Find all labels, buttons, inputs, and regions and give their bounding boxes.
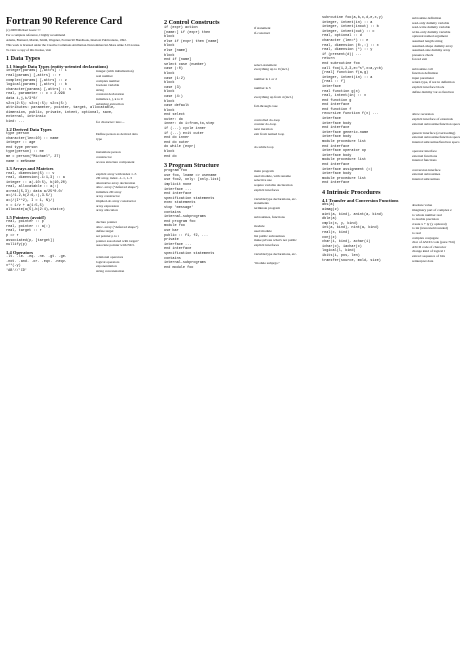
code-snippet: use foo, lname => usename bbox=[164, 173, 217, 178]
code-snippet: type(person) :: me bbox=[6, 150, 44, 155]
code-snippet: select case (number) bbox=[164, 62, 207, 67]
code-snippet: conj(z) bbox=[322, 235, 337, 240]
code-snippet: stop 'message' bbox=[164, 205, 194, 210]
code-snippet: else [name] bbox=[164, 48, 188, 53]
code-snippet: call foo(1,2,3,e="s",x=a,y=b) bbox=[322, 66, 383, 71]
code-snippet: real, optional :: d bbox=[322, 34, 362, 39]
code-snippet: [real :: f] bbox=[322, 80, 346, 85]
reference-entry bbox=[164, 266, 316, 271]
code-snippet: block bbox=[164, 150, 175, 155]
entry-description: implied-do array constructor bbox=[96, 199, 137, 204]
entry-description: array constructor bbox=[96, 194, 120, 199]
code-snippet: end subroutine foo bbox=[322, 61, 360, 66]
code-snippet: case (4:) bbox=[164, 94, 183, 99]
reference-entry bbox=[164, 155, 316, 160]
code-snippet: module procedure list bbox=[322, 158, 367, 163]
code-snippet: s2=s(2:5); s2=s(:5); s2=s(5:) bbox=[6, 101, 67, 106]
license-note: To view a copy of this license, visit bbox=[6, 48, 52, 52]
code-snippet: interface body bbox=[322, 172, 352, 177]
subsection-heading: 1.4 Operators bbox=[6, 249, 34, 255]
entry-description: explicit array with index 1..5 bbox=[96, 171, 137, 176]
code-snippet: end interface bbox=[322, 103, 350, 108]
section-heading: 1 Data Types bbox=[6, 55, 41, 62]
section-heading: 4 Intrinsic Procedures bbox=[322, 188, 381, 196]
entry-description: integer (with initialization) bbox=[96, 69, 134, 74]
code-snippet: dimension, public, private, intent, optional, save, bbox=[6, 110, 114, 115]
code-snippet: name = me%name bbox=[6, 159, 36, 164]
code-snippet: 'AB'//'CD' bbox=[6, 269, 28, 273]
code-snippet: subroutine foo(a,b,c,d,e,x,y) bbox=[322, 16, 383, 20]
license-note: This work is licensed under the Creative Commons Attribution-Noncommercial-Share Alike 3.0 License. bbox=[6, 43, 141, 47]
code-snippet: private bbox=[164, 238, 179, 243]
entry-description: variable/type declarations, etc. bbox=[254, 196, 297, 201]
code-snippet: contains bbox=[164, 210, 181, 215]
code-snippet: data i,j,k/3*0/ bbox=[6, 96, 38, 101]
code-snippet: logical(l, kind) bbox=[322, 249, 356, 254]
entry-description: logical operators bbox=[96, 259, 120, 264]
code-snippet: real, dimension(-1:1,3) :: a bbox=[6, 176, 65, 181]
code-snippet: interface assignment (=) bbox=[322, 167, 373, 172]
code-snippet: real, parameter :: c = 2.998 bbox=[6, 92, 65, 97]
entry-description: terminate program bbox=[254, 205, 280, 210]
entry-description: instantiate person bbox=[96, 150, 121, 155]
code-snippet: character(len=10) :: name bbox=[6, 136, 59, 141]
code-snippet: real, dimension (*) :: y bbox=[322, 48, 373, 53]
code-snippet: internal-subprograms bbox=[164, 215, 207, 220]
entry-description: number is 3 bbox=[254, 85, 271, 90]
entry-description: variable/type declarations, etc. bbox=[254, 251, 297, 256]
code-snippet: real, pointer :: p bbox=[6, 220, 44, 225]
code-snippet: logical(params) [,attrs] :: b bbox=[6, 83, 67, 88]
code-snippet: exec statements bbox=[164, 201, 196, 206]
code-snippet: interface body bbox=[322, 121, 352, 126]
entry-description: external subroutine/function specs bbox=[412, 121, 461, 126]
code-snippet: interface body bbox=[322, 135, 352, 140]
code-snippet: module foo bbox=[164, 224, 186, 229]
code-snippet: aint(a, kind), anint(a, kind) bbox=[322, 212, 383, 217]
entry-description: string bbox=[96, 87, 104, 92]
code-snippet: end select bbox=[164, 113, 186, 118]
entry-description: read-only dummy variable bbox=[412, 20, 450, 25]
code-snippet: char(i, kind), achar(i) bbox=[322, 240, 371, 245]
entry-description: to double precision bbox=[412, 217, 439, 222]
reference-entry bbox=[6, 120, 158, 125]
entry-description: "module subprgs." bbox=[254, 261, 280, 266]
code-snippet: if (...) exit outer bbox=[164, 131, 204, 136]
code-snippet: interface ... bbox=[164, 187, 192, 192]
code-snippet: end interface bbox=[322, 181, 350, 186]
code-snippet: .not. .and. .or. .eqv. .neqv. bbox=[6, 259, 67, 264]
entry-description: boolean variable bbox=[96, 83, 120, 88]
code-snippet: integer, intent(out) :: c bbox=[322, 29, 375, 34]
entry-description: set pointer p to r bbox=[96, 234, 119, 239]
column-1 bbox=[6, 16, 158, 274]
entry-description: subroutines, functions bbox=[254, 215, 285, 220]
entry-description: counter do-loop bbox=[254, 122, 277, 127]
code-snippet: end interface bbox=[322, 163, 350, 167]
subsection-heading: 1.5 Pointers (avoid!) bbox=[6, 214, 46, 220]
code-snippet: contains bbox=[164, 256, 181, 261]
entry-description: exit from named loop bbox=[254, 131, 285, 136]
entry-description: external subroutines bbox=[412, 172, 441, 177]
code-snippet: .lt. .le. .eq. .ne. .gt. .ge. bbox=[6, 255, 67, 260]
entry-description: define target bbox=[96, 229, 114, 234]
column-1-body bbox=[6, 55, 158, 274]
reference-entry bbox=[322, 259, 474, 264]
code-snippet: if (...) cycle inner bbox=[164, 127, 207, 132]
code-snippet: a=(/1.2,b(2:6,:),3.5/) bbox=[6, 194, 53, 199]
code-snippet: [real] function f(a,g) bbox=[322, 71, 369, 76]
code-snippet: type person bbox=[6, 131, 30, 136]
entry-description: selective use bbox=[254, 178, 272, 183]
entry-description: require variable declaration bbox=[254, 183, 293, 187]
code-snippet: allocate(a(5),b(2:4),stat=e) bbox=[6, 208, 65, 213]
entry-description: conversion interface bbox=[412, 167, 441, 172]
entry-description: function definition bbox=[412, 71, 439, 76]
entry-description: explicit interface block bbox=[412, 84, 445, 89]
code-snippet: interface ... bbox=[164, 242, 192, 247]
code-snippet: block bbox=[164, 53, 175, 58]
code-snippet: block bbox=[164, 35, 175, 40]
code-snippet: real(x, kind) bbox=[322, 230, 350, 235]
entry-description: optional named argument bbox=[412, 34, 448, 39]
entry-description: assumed length string bbox=[412, 38, 443, 43]
code-snippet: end type person bbox=[6, 145, 38, 150]
entry-description: relational operators bbox=[96, 255, 124, 260]
code-snippet: real, pointer :: a(:) bbox=[6, 224, 51, 229]
code-snippet: module procedure list bbox=[322, 176, 367, 181]
entry-description: constructor bbox=[96, 154, 112, 159]
entry-description: number is 1 or 2 bbox=[254, 76, 277, 81]
code-snippet: program foo bbox=[164, 169, 188, 174]
entry-description: forced exit bbox=[412, 57, 428, 62]
entry-description: generic interface (overloading) bbox=[412, 130, 456, 135]
reference-entry bbox=[322, 181, 474, 186]
code-snippet: block bbox=[164, 44, 175, 49]
entry-description: next iteration bbox=[254, 127, 273, 132]
code-snippet: ichar(c), iachar(c) bbox=[322, 244, 362, 249]
code-snippet: else if (expr) then [name] bbox=[164, 39, 219, 44]
code-snippet: int(a, kind), nint(a, kind) bbox=[322, 226, 379, 231]
code-snippet: dble(a) bbox=[322, 217, 337, 222]
entry-description: module bbox=[254, 224, 265, 229]
code-snippet: use bar bbox=[164, 228, 179, 233]
entry-description: extract sequence of bits bbox=[412, 253, 445, 258]
entry-description: string concatenation bbox=[96, 269, 125, 273]
entry-description: list public subroutines bbox=[254, 233, 285, 238]
entry-description: presence check bbox=[412, 52, 434, 57]
entry-description: explicit interface of externals bbox=[412, 117, 453, 122]
code-snippet: external, intrinsic bbox=[6, 115, 46, 120]
code-snippet: interface bbox=[322, 84, 341, 89]
code-snippet: if (expr) action bbox=[164, 26, 198, 30]
code-snippet: integer, intent(in) :: a bbox=[322, 75, 373, 80]
entry-description: allow recursion bbox=[412, 112, 434, 117]
code-snippet: recursive function f(x) ... bbox=[322, 112, 379, 117]
code-snippet: real, intent(in) :: x bbox=[322, 94, 367, 99]
entry-description: used module, with rename bbox=[254, 173, 291, 178]
column-3 bbox=[322, 16, 474, 263]
code-snippet: block bbox=[164, 108, 175, 113]
copyright-line: (c) 2008 Michael Goerz <> bbox=[6, 28, 41, 32]
code-snippet: integer(params) [,attrs] :: i bbox=[6, 69, 67, 74]
code-snippet: complex(params) [,attrs] :: z bbox=[6, 78, 67, 83]
entry-description: char of ASCII code (pure 7bit) bbox=[412, 240, 455, 245]
code-snippet: me = person("Michael", 27) bbox=[6, 154, 61, 159]
entry-description: define dummy var as function bbox=[412, 89, 454, 94]
code-snippet: aimag(z) bbox=[322, 207, 339, 212]
entry-description: external functions bbox=[412, 153, 438, 158]
code-snippet: block bbox=[164, 99, 175, 104]
entry-description: 2D array, index -1..1, 1..3 bbox=[96, 176, 132, 181]
entry-description: real number bbox=[96, 74, 113, 78]
code-snippet: module procedure list bbox=[322, 140, 367, 145]
entry-description: assumed-shape dummy array bbox=[412, 43, 453, 48]
entry-description: internal subroutines bbox=[412, 176, 440, 181]
entry-description: explicit interfaces bbox=[254, 242, 279, 247]
entry-description: alternative array declaration bbox=[96, 180, 136, 185]
code-snippet: integer, intent(in) :: a bbox=[322, 20, 373, 25]
code-snippet: block bbox=[164, 81, 175, 86]
entry-description: if-construct bbox=[254, 30, 271, 35]
code-snippet: integer, intent(inout) :: b bbox=[322, 25, 379, 30]
entry-description: internal subroutine/function specs bbox=[412, 140, 460, 145]
code-snippet: specification statements bbox=[164, 196, 215, 201]
code-snippet: end do outer bbox=[164, 140, 190, 145]
code-snippet: internal-subprograms bbox=[164, 261, 207, 266]
code-snippet: outer: do bbox=[164, 117, 183, 122]
code-snippet: end if [name] bbox=[164, 58, 192, 63]
entry-description: array allocation bbox=[96, 208, 118, 213]
code-snippet: end function f bbox=[322, 107, 352, 112]
code-snippet: real, dimension(5) :: v bbox=[6, 171, 55, 176]
entry-description: if statement bbox=[254, 26, 271, 30]
code-snippet: transfer(source, mold, size) bbox=[322, 258, 381, 263]
code-snippet: v = 1/v + a(1:5,5) bbox=[6, 203, 44, 208]
entry-description: exponentiation bbox=[96, 264, 117, 269]
code-snippet: end do bbox=[164, 154, 177, 159]
entry-description: statements bbox=[254, 201, 269, 206]
code-snippet: case (:0) bbox=[164, 67, 183, 72]
code-snippet: inner: do i=from,to,step bbox=[164, 122, 215, 127]
code-snippet: associated(p, [target]) bbox=[6, 238, 55, 243]
subsection-heading: 1.3 Arrays and Matrices bbox=[6, 166, 54, 172]
code-snippet: if (present(d)) ... bbox=[322, 52, 362, 57]
entry-description: complex conjugate bbox=[412, 235, 439, 240]
entry-description: input parameter bbox=[412, 75, 435, 80]
entry-description: absolute value bbox=[412, 203, 433, 208]
entry-description: type bbox=[96, 136, 103, 141]
entry-description: external subroutine/function specs bbox=[412, 135, 461, 140]
code-snippet: block bbox=[164, 90, 175, 95]
entry-description: controlled do-loop bbox=[254, 117, 280, 122]
code-snippet: end module foo bbox=[164, 265, 194, 270]
section-heading: 3 Program Structure bbox=[164, 162, 220, 170]
entry-description: do-while loop bbox=[254, 145, 274, 150]
entry-description: make private what's not public bbox=[254, 238, 297, 243]
entry-description: assumed-size dummy array bbox=[412, 48, 451, 53]
entry-description: read-write dummy variable bbox=[412, 25, 451, 30]
code-snippet: interface generic-name bbox=[322, 130, 369, 135]
entry-description: operator interface bbox=[412, 149, 437, 154]
entry-description: associate pointer with NUL bbox=[96, 243, 135, 248]
code-snippet: abs(a) bbox=[322, 203, 335, 208]
code-snippet: a=(/(I**2), I = 1, N)/) bbox=[6, 199, 55, 204]
code-snippet: ibits(i, pos, len) bbox=[322, 253, 360, 258]
entry-description: select-statement bbox=[254, 62, 277, 67]
entry-description: internal functions bbox=[412, 158, 437, 163]
entry-description: to real bbox=[412, 230, 421, 235]
code-snippet: end interface bbox=[322, 126, 350, 131]
code-snippet: case default bbox=[164, 104, 190, 109]
code-snippet: end program foo bbox=[164, 219, 196, 224]
code-snippet: x**(-y) bbox=[6, 264, 21, 269]
entry-description: write-only dummy variable bbox=[412, 29, 451, 34]
subsection-heading: 1.1 Simple Data Types (entity-oriented declarations) bbox=[6, 64, 108, 69]
entry-description: used module bbox=[254, 228, 272, 233]
entry-description: reinterpret data bbox=[412, 258, 434, 263]
reference-entry bbox=[6, 243, 158, 248]
entry-description: declare pointer bbox=[96, 220, 117, 225]
entry-description: everything up to 0 (incl.) bbox=[254, 67, 289, 72]
entry-description: explicit interfaces bbox=[254, 187, 279, 192]
code-snippet: cmplx(x, y, kind) bbox=[322, 221, 358, 226]
entry-description: subroutine definition bbox=[412, 16, 442, 20]
entry-description: ASCII code of character bbox=[412, 244, 447, 249]
entry-description: alloc. array ("deferred shape") bbox=[96, 224, 139, 229]
code-snippet: integer :: age bbox=[6, 141, 36, 146]
entry-description: pointer associated with target? bbox=[96, 238, 139, 243]
entry-description: Define person as derived data bbox=[96, 131, 138, 136]
code-snippet: public :: f1, f2, ... bbox=[164, 233, 209, 238]
subsection-heading: 1.2 Derived Data Types bbox=[6, 126, 52, 132]
code-snippet: interface bbox=[322, 117, 341, 122]
entry-description: constant declaration bbox=[96, 92, 125, 97]
code-snippet: block bbox=[164, 71, 175, 76]
entry-description: create x + iy (y optional) bbox=[412, 221, 447, 226]
reference-note: Adams, Brainerd, Martin, Smith, Wagener, Fortran 90 Handbook, Intertext Publications, 1992. bbox=[6, 38, 127, 42]
code-snippet: kind: ... bbox=[6, 119, 25, 124]
entry-description: alloc. array ("deferred shape") bbox=[96, 185, 139, 190]
code-snippet: end interface bbox=[164, 247, 192, 252]
entry-description: substring extraction bbox=[96, 101, 124, 106]
reference-entry bbox=[6, 269, 158, 274]
entry-description: subroutine call bbox=[412, 66, 433, 71]
code-snippet: do while (expr) bbox=[164, 145, 196, 150]
code-snippet: end interface bbox=[164, 192, 192, 197]
entry-description: to whole number real bbox=[412, 212, 442, 217]
code-snippet: character (len=*) :: e bbox=[322, 38, 369, 43]
code-snippet: interface body bbox=[322, 153, 352, 158]
code-snippet: [name:] if (expr) then bbox=[164, 30, 211, 35]
code-snippet: real function g(x) bbox=[322, 89, 360, 94]
entry-description: change kind of logical l bbox=[412, 249, 446, 254]
entry-description: return type, if not in definition bbox=[412, 80, 455, 85]
column-2 bbox=[164, 16, 316, 270]
entry-description: everything up from 4 (incl.) bbox=[254, 94, 293, 99]
code-snippet: case (3) bbox=[164, 85, 181, 90]
entry-description: imaginary part of complex z bbox=[412, 207, 452, 212]
code-snippet: interface operator op bbox=[322, 149, 367, 154]
code-snippet: nullify(p) bbox=[6, 243, 28, 248]
section-heading: 2 Control Constructs bbox=[164, 19, 220, 26]
reference-entry bbox=[6, 208, 158, 213]
code-snippet: return bbox=[322, 57, 335, 62]
entry-description: initialize i, j, k to 0 bbox=[96, 96, 123, 101]
code-snippet: end do inner bbox=[164, 136, 190, 141]
code-snippet: character(params) [,attrs] :: s bbox=[6, 87, 72, 92]
code-snippet: end interface bbox=[322, 144, 350, 149]
entry-description: for character: len=... bbox=[96, 119, 125, 124]
entry-description: array expression bbox=[96, 203, 120, 208]
code-snippet: specification statements bbox=[164, 251, 215, 256]
code-snippet: case (1:2) bbox=[164, 76, 186, 81]
code-snippet: attributes: parameter, pointer, target, allocatable, bbox=[6, 106, 116, 111]
entry-description: fall-through case bbox=[254, 104, 278, 109]
code-snippet: integer :: a(-10:5), b(10,20) bbox=[6, 180, 67, 185]
page-title: Fortran 90 Reference Card bbox=[6, 16, 123, 27]
code-snippet: a=real(5,3); data a/25*0.0/ bbox=[6, 189, 63, 194]
reference-note: For a complete reference, I highly recommend bbox=[6, 33, 66, 37]
entry-description: main program bbox=[254, 169, 274, 174]
code-snippet: real, dimension (0:,:) :: x bbox=[322, 43, 379, 48]
entry-description: to int (truncated/rounded) bbox=[412, 226, 448, 231]
code-snippet: real(params) [,attrs] :: r bbox=[6, 74, 61, 78]
code-snippet: end function g bbox=[322, 98, 352, 103]
code-snippet: use foo2, only: [only-list] bbox=[164, 178, 221, 183]
entry-description: initialize 2D array bbox=[96, 189, 122, 194]
subsection-heading: 4.1 Transfer and Conversion Functions bbox=[322, 197, 399, 203]
code-snippet: real, allocatable :: a(:) bbox=[6, 185, 59, 190]
code-snippet: implicit none bbox=[164, 183, 192, 187]
code-snippet: real, target :: r bbox=[6, 229, 42, 234]
entry-description: complex number bbox=[96, 78, 120, 83]
entry-description: access structure component bbox=[96, 159, 135, 164]
reference-entry bbox=[6, 160, 158, 165]
code-snippet: p => r bbox=[6, 234, 19, 239]
